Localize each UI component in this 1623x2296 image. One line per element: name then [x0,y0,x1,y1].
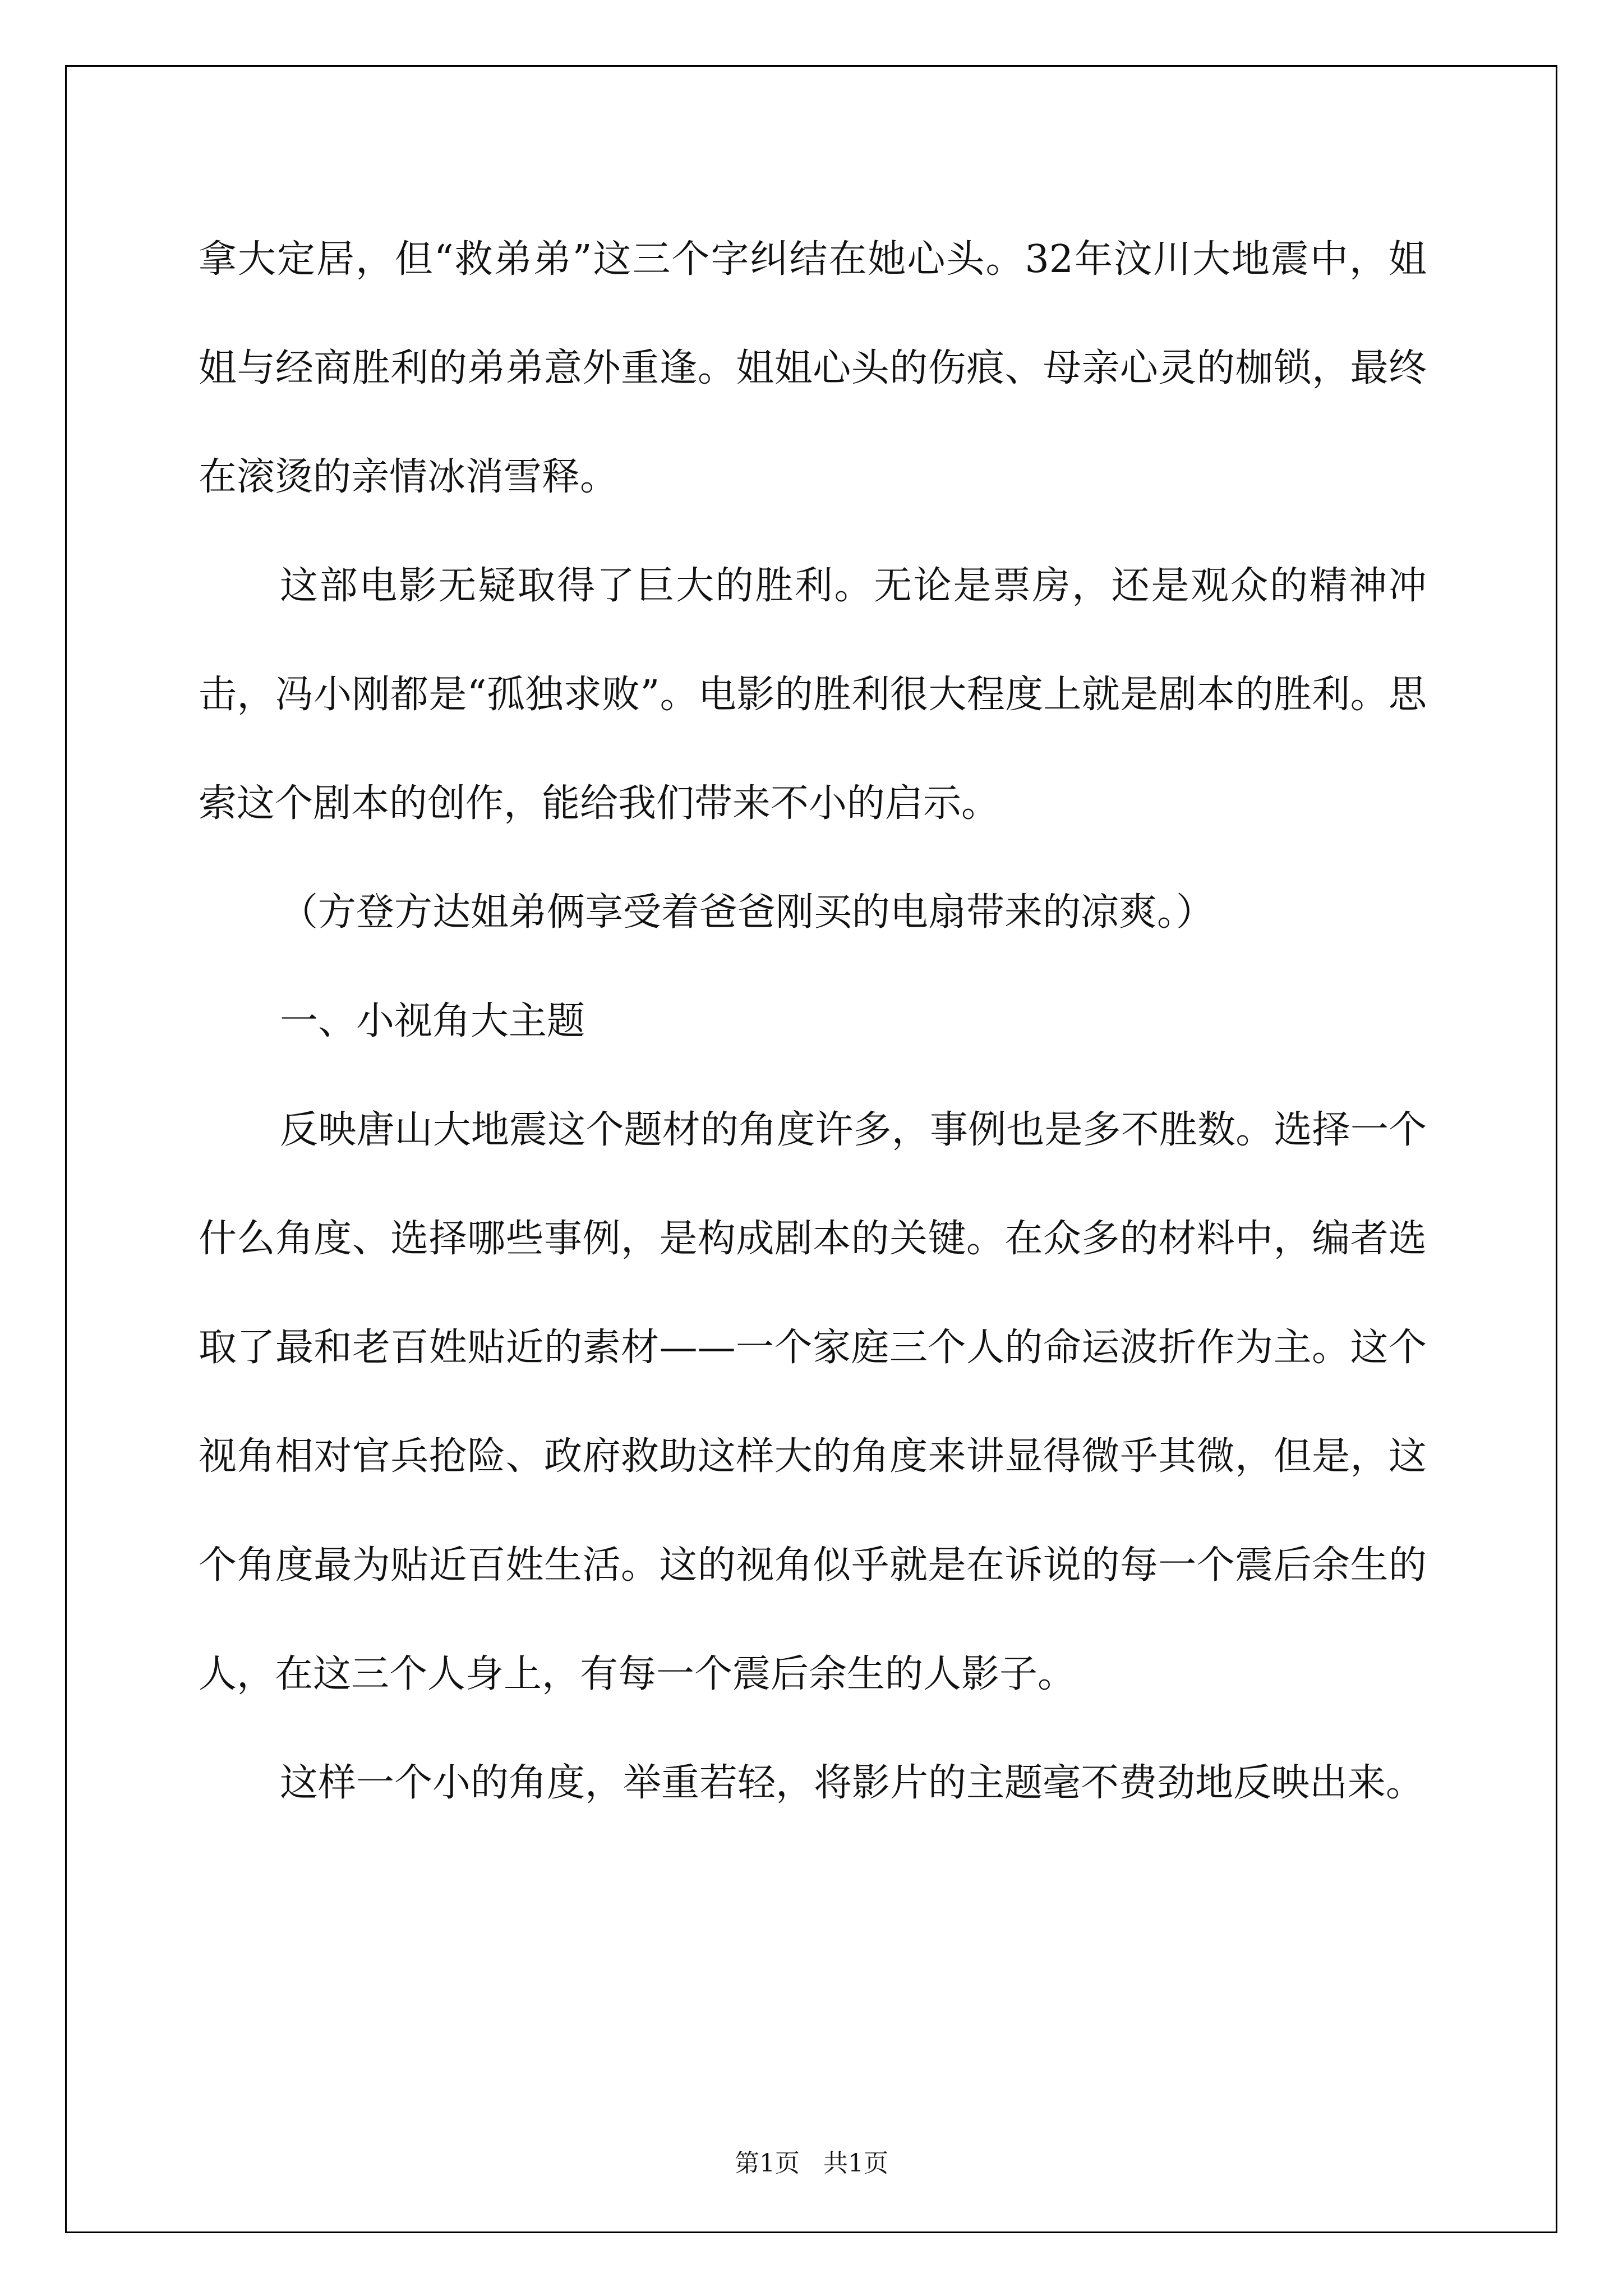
page-number-footer: 第1页 共1页 [735,2149,888,2178]
paragraph-1: 拿大定居，但“救弟弟”这三个字纠结在她心头。32年汶川大地震中，姐姐与经商胜利的弟弟意外重逢。姐姐心头的伤痕、母亲心灵的枷锁，最终在滚烫的亲情冰消雪释。 [199,237,1427,499]
paragraph-2: 这部电影无疑取得了巨大的胜利。无论是票房，还是观众的精神冲击，冯小刚都是“孤独求败”。电影的胜利很大程度上就是剧本的胜利。思索这个剧本的创作，能给我们带来不小的启示。 [199,564,1427,826]
document-body [199,205,1427,1838]
section-heading: 一、小视角大主题 [280,999,585,1043]
paragraph-5: 反映唐山大地震这个题材的角度许多，事例也是多不胜数。选择一个什么角度、选择哪些事例，是构成剧本的关键。在众多的材料中，编者选取了最和老百姓贴近的素材——一个家庭三个人的命运波折作为主。这个视角相对官兵抢险、政府救助这样大的角度来讲显得微乎其微，但是，这个角度最为贴近百姓生活。这的视角似乎就是在诉说的每一个震后余生的人，在这三个人身上，有每一个震后余生的人影子。 [199,1108,1427,1696]
paragraph-3: （方登方达姐弟俩享受着爸爸刚买的电扇带来的凉爽。） [280,890,1215,935]
paragraph-6: 这样一个小的角度，举重若轻，将影片的主题毫不费劲地反映出来。 [280,1761,1424,1805]
